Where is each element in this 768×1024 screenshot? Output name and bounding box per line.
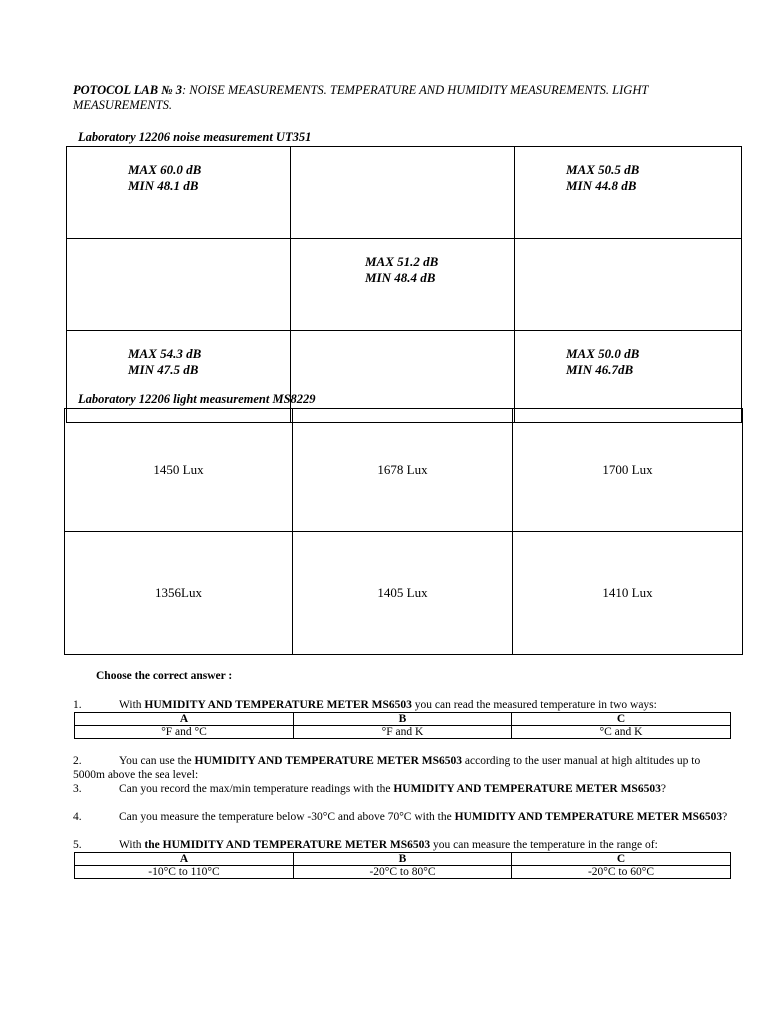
- table-row: [65, 532, 743, 655]
- option-value: -20°C to 60°C: [512, 866, 731, 879]
- question-number: 5.: [73, 839, 82, 851]
- noise-measurement-table: [66, 146, 742, 423]
- option-value: °C and K: [512, 726, 731, 739]
- title-lab-number: POTOCOL LAB № 3: [73, 83, 183, 97]
- question-text: You can use the: [119, 755, 195, 767]
- noise-max: MAX 50.5 dB: [566, 162, 640, 177]
- option-letter: B: [294, 853, 512, 866]
- lux-cell: 1450 Lux: [65, 409, 293, 532]
- noise-table-caption: Laboratory 12206 noise measurement UT351: [78, 130, 312, 144]
- device-name: HUMIDITY AND TEMPERATURE METER MS6503: [454, 811, 723, 823]
- noise-cell: [515, 147, 742, 239]
- question-text: With: [119, 839, 145, 851]
- question-number: 4.: [73, 811, 82, 823]
- title-text: : NOISE MEASUREMENTS. TEMPERATURE AND HUMIDITY MEASUREMENTS. LIGHT MEASUREMENTS.: [73, 83, 649, 112]
- lux-cell: 1356Lux: [65, 532, 293, 655]
- option-letter: C: [512, 853, 731, 866]
- question-number: 1.: [73, 699, 82, 711]
- lux-cell: 1700 Lux: [513, 409, 743, 532]
- lux-cell: 1678 Lux: [293, 409, 513, 532]
- document-title: [73, 83, 673, 113]
- question-number: 3.: [73, 783, 82, 795]
- table-row: [75, 853, 731, 866]
- table-row: [65, 409, 743, 532]
- option-letter: A: [75, 713, 294, 726]
- question-text: according to the user manual at high altitudes up to 5000m above the sea level:: [73, 755, 701, 781]
- question-4: [73, 810, 733, 824]
- question-text: Can you measure the temperature below -30°C and above 70°C with the: [119, 811, 455, 823]
- question-text: you can read the measured temperature in two ways:: [411, 699, 657, 711]
- noise-cell: [291, 147, 515, 239]
- noise-max: MAX 50.0 dB: [566, 346, 640, 361]
- answer-table-q1: [74, 712, 731, 739]
- question-text: ?: [722, 811, 728, 823]
- light-table-caption: Laboratory 12206 light measurement MS8229: [78, 392, 316, 406]
- noise-cell: [515, 239, 742, 331]
- answer-table-q5: [74, 852, 731, 879]
- noise-cell: [67, 239, 291, 331]
- question-2: [73, 754, 733, 782]
- quiz-heading: Choose the correct answer :: [96, 670, 233, 682]
- noise-min: MIN 48.4 dB: [365, 270, 436, 285]
- question-5: [73, 838, 733, 852]
- device-name: HUMIDITY AND TEMPERATURE METER MS6503: [194, 755, 462, 767]
- noise-cell: [67, 147, 291, 239]
- table-row: [75, 866, 731, 879]
- lux-cell: 1410 Lux: [513, 532, 743, 655]
- device-name: HUMIDITY AND TEMPERATURE METER MS6503: [144, 699, 412, 711]
- noise-max: MAX 54.3 dB: [128, 346, 202, 361]
- table-row: [67, 239, 742, 331]
- option-value: -10°C to 110°C: [75, 866, 294, 879]
- question-number: 2.: [73, 755, 82, 767]
- noise-min: MIN 47.5 dB: [128, 362, 199, 377]
- device-name: the HUMIDITY AND TEMPERATURE METER MS6503: [144, 839, 431, 851]
- question-text: you can measure the temperature in the range of:: [430, 839, 658, 851]
- option-value: °F and K: [294, 726, 512, 739]
- light-measurement-table: [64, 408, 743, 655]
- table-row: [75, 713, 731, 726]
- option-letter: C: [512, 713, 731, 726]
- lux-cell: 1405 Lux: [293, 532, 513, 655]
- noise-cell: [291, 239, 515, 331]
- question-text: With: [119, 699, 145, 711]
- device-name: HUMIDITY AND TEMPERATURE METER MS6503: [393, 783, 661, 795]
- question-text: Can you record the max/min temperature readings with the: [119, 783, 394, 795]
- question-text: ?: [660, 783, 666, 795]
- question-1: [73, 698, 733, 712]
- question-3: [73, 782, 733, 796]
- option-letter: A: [75, 853, 294, 866]
- table-row: [67, 147, 742, 239]
- noise-max: MAX 51.2 dB: [365, 254, 439, 269]
- noise-max: MAX 60.0 dB: [128, 162, 202, 177]
- table-row: [75, 726, 731, 739]
- option-value: °F and °C: [75, 726, 294, 739]
- noise-min: MIN 46.7dB: [566, 362, 634, 377]
- option-value: -20°C to 80°C: [294, 866, 512, 879]
- option-letter: B: [294, 713, 512, 726]
- noise-min: MIN 48.1 dB: [128, 178, 199, 193]
- noise-min: MIN 44.8 dB: [566, 178, 637, 193]
